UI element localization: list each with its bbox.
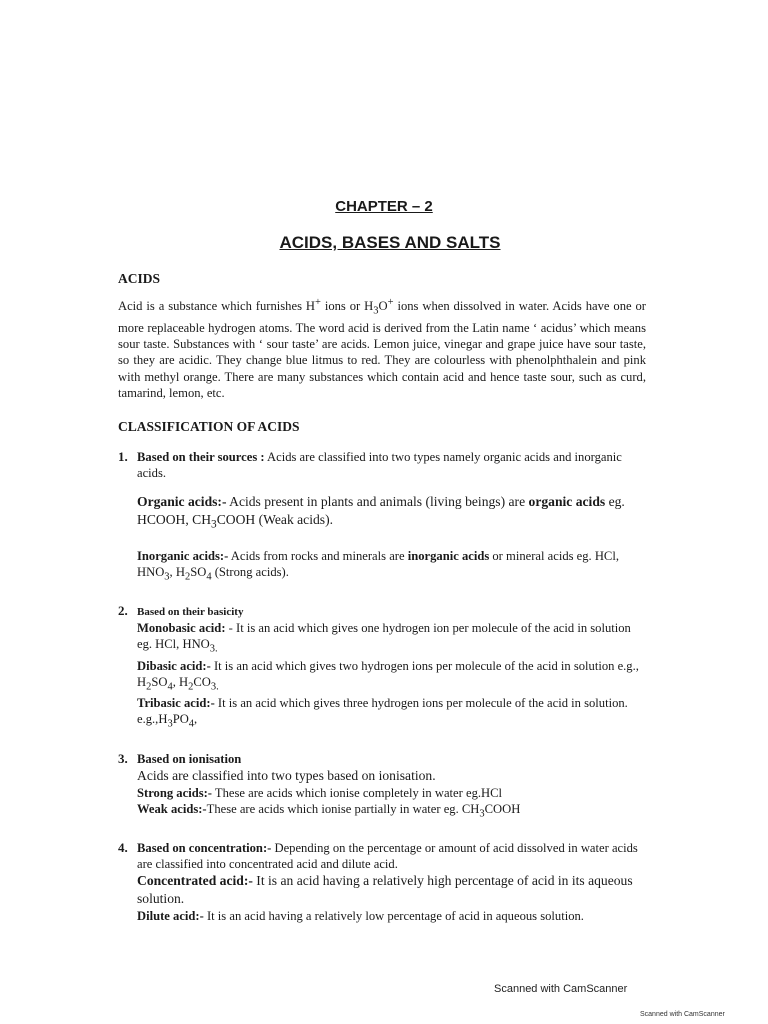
acids-paragraph: Acid is a substance which furnishes H+ ions or $H_3O^+$ ions when dissolved in water. Acids have one or more replaceable hydrogen atoms. The word acid is derived from the Latin name ‘ acidus’ which means sour taste. Substances with ‘ sour taste’ are acids. Lemon juice, vinegar and grape juice have sour taste, so they are acidic. They change blue litmus to red. They are colourless with phenolphthalein and pink with methyl orange. There are many substances which contain acid and hence taste sour, such as curd, tamarind, lemon, etc. [118, 297, 646, 400]
document-body [118, 271, 646, 924]
dibasic-acid-definition: Dibasic acid:- It is an acid which gives two hydrogen ions per molecule of the acid in solution e.g., $H_2SO_4$, $H_2CO_{3.}$ [137, 658, 639, 693]
section-heading-acids: ACIDS [118, 271, 161, 286]
classification-item-sources: 1. Based on their sources : Acids are classified into two types namely organic acids and inorganic acids. Organic acids:- Acids present in plants and animals (living beings) are organic acids eg. HCOOH, $CH_3COOH$ (Weak acids). Inorganic acids:- Acids from rocks and minerals are inorganic acids or mineral acids eg. HCl, $HNO_3$, $H_2SO_4$ (Strong acids). [118, 449, 646, 585]
chapter-title: ACIDS, BASES AND SALTS [279, 233, 501, 252]
camscanner-watermark-small: Scanned with CamScanner [640, 1011, 725, 1018]
item-number: 1. [118, 448, 128, 464]
dilute-acid-definition: Dilute acid:- It is an acid having a relatively low percentage of acid in aqueous solution. [137, 909, 584, 924]
item-number: 3. [118, 750, 128, 766]
classification-item-ionisation: 3. Based on ionisation Acids are classified into two types based on ionisation. Strong acids:- These are acids which ionise completely in water eg.HCl Weak acids:-These are acids which ionise partially in water eg. $CH_3COOH$ [118, 751, 646, 823]
organic-acids-definition: Organic acids:- Acids present in plants and animals (living beings) are organic acids eg. HCOOH, $CH_3COOH$ (Weak acids). [137, 493, 625, 531]
weak-acids-definition: Weak acids:-These are acids which ionise partially in water eg. $CH_3COOH$ [137, 801, 521, 820]
inorganic-acids-definition: Inorganic acids:- Acids from rocks and minerals are inorganic acids or mineral acids eg. HCl, $HNO_3$, $H_2SO_4$ (Strong acids). [137, 548, 619, 583]
classification-item-basicity: 2. Based on their basicity Monobasic acid: - It is an acid which gives one hydrogen ion per molecule of the acid in solution eg. HCl, $HNO_{3.}$ Dibasic acid:- It is an acid which gives two hydrogen ions per molecule of the acid in solution e.g., $H_2SO_4$, $H_2CO_{3.}$ Tribasic acid:- It is an acid which gives three hydrogen ions per molecule of the acid in solution. $e.g.,H_3PO_4$, [118, 603, 646, 733]
monobasic-acid-definition: Monobasic acid: - It is an acid which gives one hydrogen ion per molecule of the acid in solution eg. HCl, $HNO_{3.}$ [137, 621, 631, 655]
item-number: 2. [118, 603, 128, 619]
camscanner-watermark: Scanned with CamScanner [494, 983, 628, 995]
strong-acids-definition: Strong acids:- These are acids which ionise completely in water eg.HCl [137, 785, 503, 800]
concentrated-acid-definition: Concentrated acid:- It is an acid having a relatively high percentage of acid in its aqueous solution. [137, 873, 633, 907]
item-number: 4. [118, 840, 128, 856]
classification-item-concentration: 4. Based on concentration:- Depending on the percentage or amount of acid dissolved in water acids are classified into concentrated acid and dilute acid. Concentrated acid:- It is an acid having a relatively high percentage of acid in its aqueous solution. Dilute acid:- It is an acid having a relatively low percentage of acid in aqueous solution. [118, 840, 646, 924]
ionisation-intro: Acids are classified into two types based on ionisation. [137, 767, 436, 783]
section-heading-classification: CLASSIFICATION OF ACIDS [118, 418, 300, 434]
chapter-heading: CHAPTER – 2 [335, 198, 433, 215]
tribasic-acid-definition: Tribasic acid:- It is an acid which gives three hydrogen ions per molecule of the acid in solution. $e.g.,H_3PO_4$, [137, 696, 628, 730]
